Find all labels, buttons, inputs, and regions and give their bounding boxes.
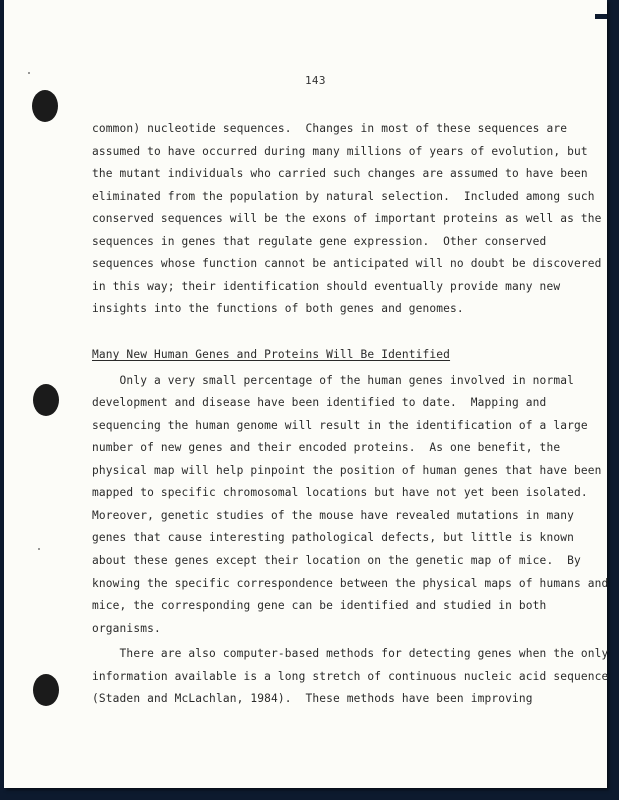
text-line: knowing the specific correspondence between the physical maps of humans and xyxy=(92,577,609,590)
document-page xyxy=(4,0,607,788)
paper-speck xyxy=(38,548,40,550)
text-line: number of new genes and their encoded proteins. As one benefit, the xyxy=(92,441,561,454)
paper-speck xyxy=(28,72,30,74)
text-line: sequencing the human genome will result in the identification of a large xyxy=(92,419,588,432)
text-line: physical map will help pinpoint the position of human genes that have been xyxy=(92,464,602,477)
text-line: mice, the corresponding gene can be identified and studied in both xyxy=(92,599,547,612)
text-line: organisms. xyxy=(92,622,161,635)
text-line: eliminated from the population by natural selection. Included among such xyxy=(92,190,595,203)
binder-hole xyxy=(33,384,59,416)
text-line: in this way; their identification should eventually provide many new xyxy=(92,280,561,293)
page-number: 143 xyxy=(305,74,326,87)
text-line: (Staden and McLachlan, 1984). These methods have been improving xyxy=(92,692,533,705)
text-line: insights into the functions of both genes and genomes. xyxy=(92,302,464,315)
page-edge-mark xyxy=(595,14,607,19)
text-line: mapped to specific chromosomal locations but have not yet been isolated. xyxy=(92,486,588,499)
text-line: the mutant individuals who carried such changes are assumed to have been xyxy=(92,167,588,180)
text-line: sequences whose function cannot be anticipated will no doubt be discovered xyxy=(92,257,602,270)
text-line: common) nucleotide sequences. Changes in most of these sequences are xyxy=(92,122,568,135)
text-line: genes that cause interesting pathological defects, but little is known xyxy=(92,531,574,544)
text-line: conserved sequences will be the exons of important proteins as well as the xyxy=(92,212,602,225)
binder-hole xyxy=(33,674,59,706)
text-line: Only a very small percentage of the human genes involved in normal xyxy=(92,374,574,387)
text-line: development and disease have been identified to date. Mapping and xyxy=(92,396,547,409)
text-line: There are also computer-based methods for detecting genes when the only xyxy=(92,647,609,660)
text-line: about these genes except their location on the genetic map of mice. By xyxy=(92,554,581,567)
section-heading: Many New Human Genes and Proteins Will Be Identified xyxy=(92,348,451,361)
text-line: assumed to have occurred during many millions of years of evolution, but xyxy=(92,145,588,158)
text-line: Moreover, genetic studies of the mouse have revealed mutations in many xyxy=(92,509,574,522)
binder-hole xyxy=(32,90,58,122)
text-line: information available is a long stretch of continuous nucleic acid sequence xyxy=(92,670,609,683)
text-line: sequences in genes that regulate gene expression. Other conserved xyxy=(92,235,547,248)
